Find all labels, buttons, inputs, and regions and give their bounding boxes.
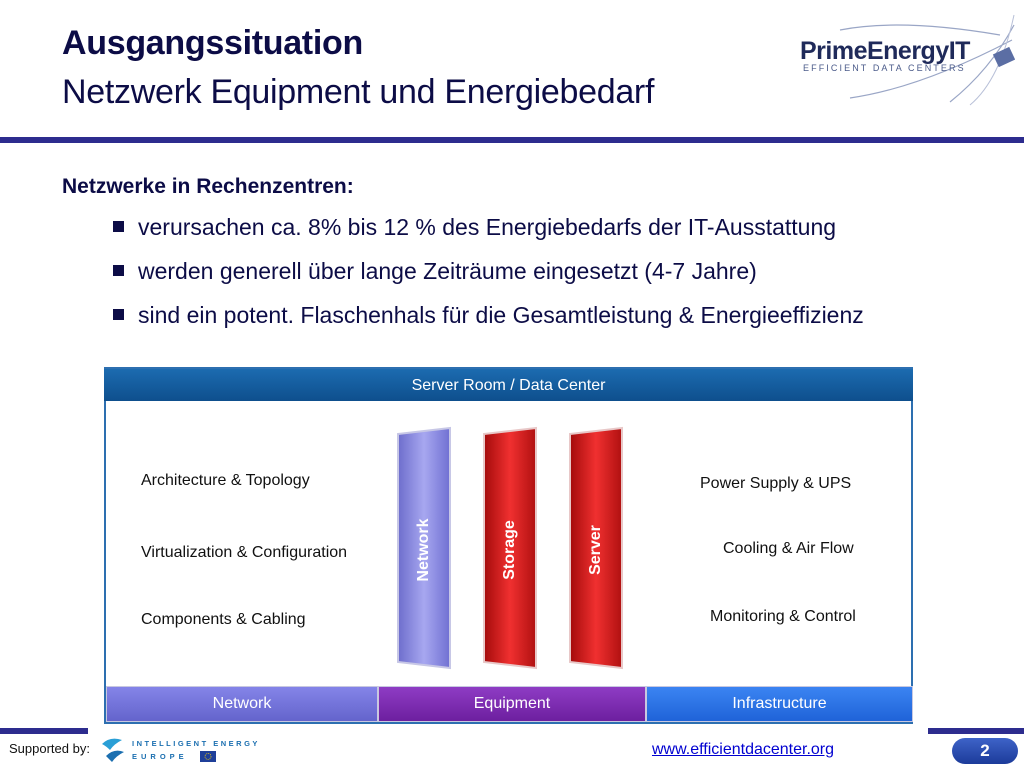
bullet-item [113,302,864,329]
label-virtualization-configuration: Virtualization & Configuration [141,544,348,561]
label-power-supply-ups: Power Supply & UPS [700,475,852,492]
sponsor-line-2: EUROPE [132,752,188,761]
footer-divider-left [0,728,88,734]
diagram-header-label: Server Room / Data Center [411,377,606,394]
label-components-cabling: Components & Cabling [141,611,306,628]
footer-divider-right [928,728,1024,734]
logo-name: PrimeEnergyIT [800,37,970,65]
intelligent-energy-europe-logo [100,734,280,766]
page-title: Ausgangssituation [62,24,363,62]
logo-tagline: EFFICIENT DATA CENTERS [803,63,966,73]
storage-column-label: Storage [501,520,518,580]
server-column [570,428,622,668]
square-bullet-icon [113,309,124,320]
network-column [398,428,450,668]
square-bullet-icon [113,265,124,276]
bullet-text: sind ein potent. Flaschenhals für die Gesamtleistung & Energieeffizienz [138,302,864,328]
network-column-label: Network [415,518,432,582]
page-number-badge: 2 [952,738,1018,764]
bullet-item [113,214,836,241]
storage-column [484,428,536,668]
bullet-item [113,258,757,285]
header-divider [0,137,1024,143]
server-column-label: Server [587,525,604,575]
label-architecture-topology: Architecture & Topology [141,472,310,489]
website-link[interactable]: www.efficientdacenter.org [652,741,835,758]
section-heading: Netzwerke in Rechenzentren: [62,175,354,198]
equipment-button[interactable]: Equipment [378,686,646,722]
network-button[interactable]: Network [106,686,378,722]
label-cooling-air-flow: Cooling & Air Flow [723,540,854,557]
infrastructure-button[interactable]: Infrastructure [646,686,913,722]
sponsor-line-1: INTELLIGENT ENERGY [132,739,260,748]
square-bullet-icon [113,221,124,232]
label-monitoring-control: Monitoring & Control [710,608,856,625]
supported-by-label: Supported by: [9,741,90,756]
equipment-columns [390,420,650,675]
page-subtitle: Netzwerk Equipment und Energiebedarf [62,73,655,111]
bullet-text: werden generell über lange Zeiträume eingesetzt (4-7 Jahre) [138,258,757,284]
bullet-text: verursachen ca. 8% bis 12 % des Energiebedarfs der IT-Ausstattung [138,214,837,240]
